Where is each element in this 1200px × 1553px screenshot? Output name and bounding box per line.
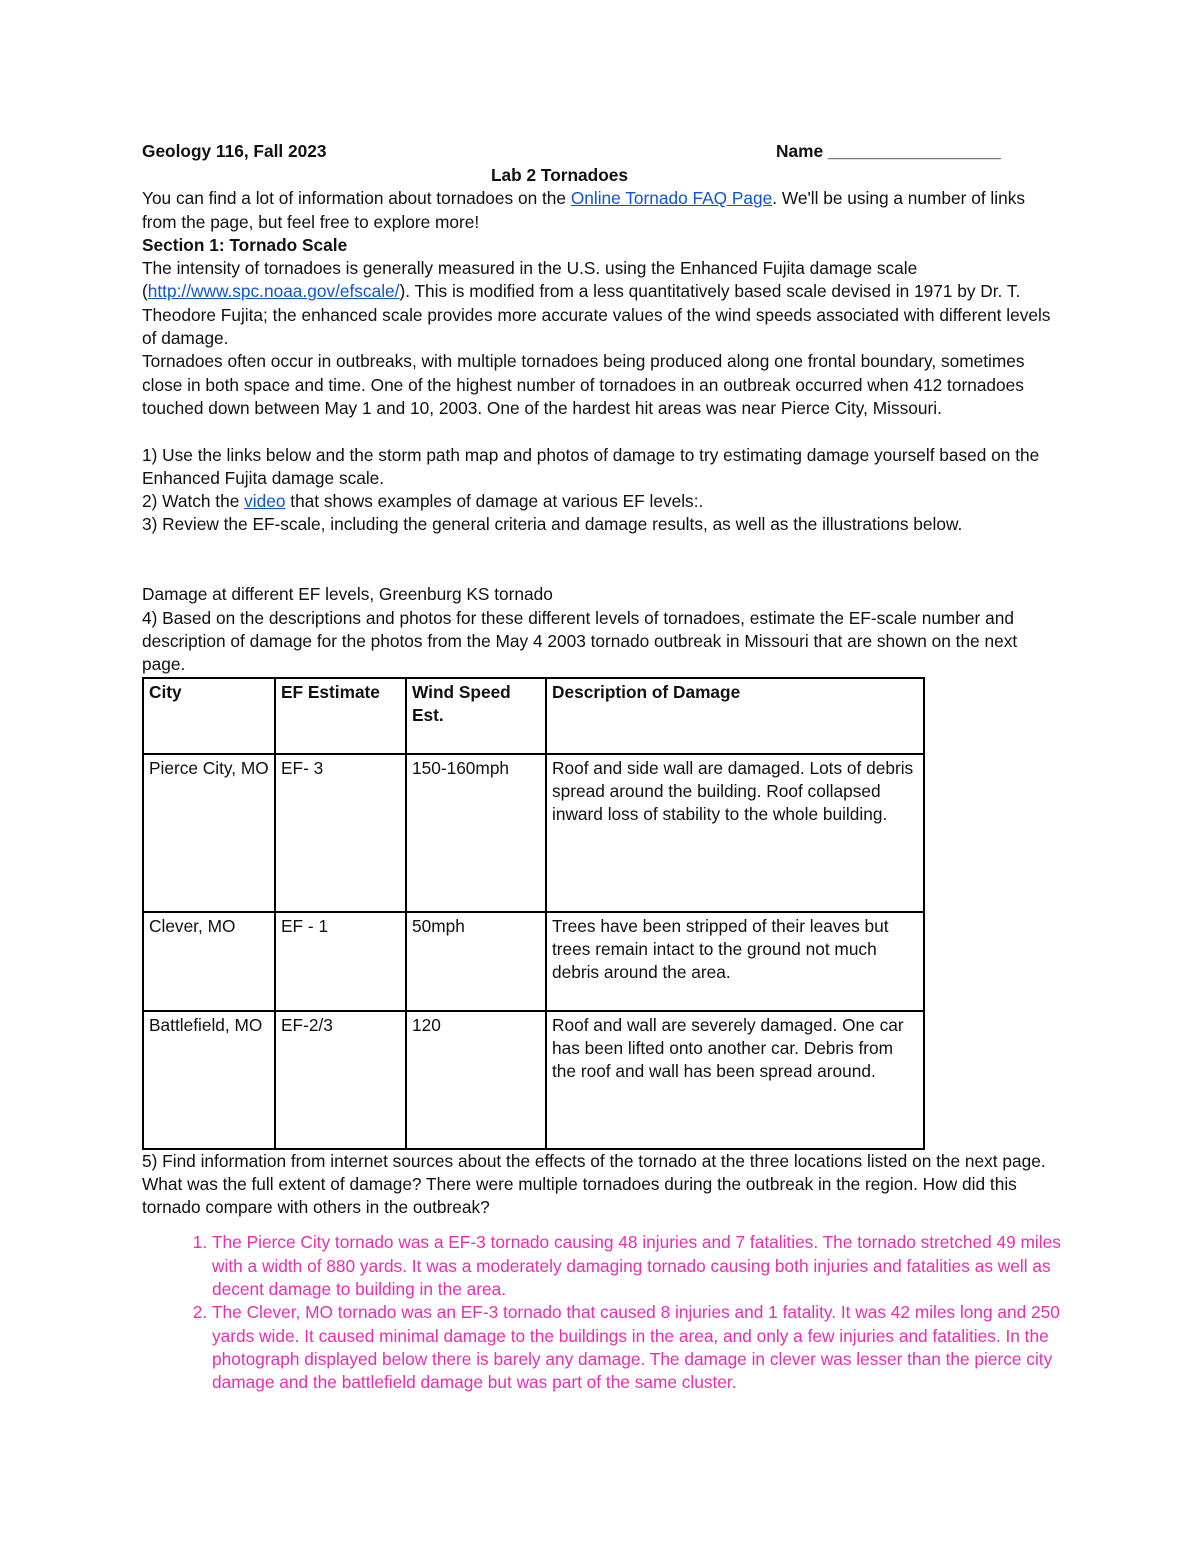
table-cell[interactable]: Trees have been stripped of their leaves but trees remain intact to the ground not much debris around the area. <box>546 912 924 1011</box>
table-cell[interactable]: Pierce City, MO <box>143 754 275 912</box>
ef-scale-text-after: ). This is modified from a less quantitatively based scale devised in 1971 by Dr. T. Theodore Fujita; the enhanced scale provides more accurate values of the wind speeds associated with different levels of damage. <box>142 281 1051 349</box>
table-header-row <box>143 678 924 754</box>
table-cell[interactable]: EF-2/3 <box>275 1011 406 1149</box>
intro-paragraph <box>142 187 1062 234</box>
answer-item[interactable]: 1. The Pierce City tornado was a EF-3 tornado causing 48 injuries and 7 fatalities. The tornado stretched 49 miles with a width of 880 yards. It was a moderately damaging tornado causing both injuries and fatalities as well as decent damage to building in the area. <box>212 1231 1062 1301</box>
course-title: Geology 116, Fall 2023 <box>142 141 327 161</box>
ef-estimate-table <box>142 677 925 1150</box>
table-cell[interactable]: Roof and side wall are damaged. Lots of debris spread around the building. Roof collapsed inward loss of stability to the whole building. <box>546 754 924 912</box>
intro-text-before: You can find a lot of information about tornadoes on the <box>142 188 571 209</box>
answer-item[interactable]: 2. The Clever, MO tornado was an EF-3 tornado that caused 8 injuries and 1 fatality. It was 42 miles long and 250 yards wide. It caused minimal damage to the buildings in the area, and only a few injuries and fatalities. In the photograph displayed below there is barely any damage. The damage in clever was lesser than the pierce city damage and the battlefield damage but was part of the same cluster. <box>212 1301 1062 1394</box>
table-cell[interactable]: EF - 1 <box>275 912 406 1011</box>
question-4: 4) Based on the descriptions and photos for these different levels of tornadoes, estimate the EF-scale number and description of damage for the photos from the May 4 2003 tornado outbreak in Missouri that are shown on the next page. <box>142 607 1018 675</box>
answer-list <box>142 1231 1062 1394</box>
outbreak-paragraph: Tornadoes often occur in outbreaks, with multiple tornadoes being produced along one frontal boundary, sometimes close in both space and time. One of the highest number of tornadoes in an outbreak occurred when 412 tornadoes touched down between May 1 and 10, 2003. One of the hardest hit areas was near Pierce City, Missouri. <box>142 351 1025 418</box>
efscale-link[interactable]: http://www.spc.noaa.gov/efscale/ <box>147 281 400 302</box>
table-cell[interactable]: 150-160mph <box>406 754 546 912</box>
video-link[interactable]: video <box>244 491 286 512</box>
ef-scale-paragraph <box>142 257 1062 350</box>
table-cell[interactable]: Clever, MO <box>143 912 275 1011</box>
table-row <box>143 912 924 1011</box>
table-cell[interactable]: Battlefield, MO <box>143 1011 275 1149</box>
question-5: 5) Find information from internet sources about the effects of the tornado at the three locations listed on the next page. What was the full extent of damage? There were multiple tornadoes during the outbreak in the region. How did this tornado compare with others in the outbreak? <box>142 1150 1046 1218</box>
question-3: 3) Review the EF-scale, including the general criteria and damage results, as well as the illustrations below. <box>142 514 963 535</box>
spacer <box>142 537 1062 584</box>
ef-scale-text-before: The intensity of tornadoes is generally measured in the U.S. using the Enhanced Fujita damage scale ( <box>142 258 918 302</box>
table-row <box>143 754 924 912</box>
table-cell[interactable]: EF- 3 <box>275 754 406 912</box>
name-field-label: Name __________________ <box>776 141 1001 161</box>
section-1-heading: Section 1: Tornado Scale <box>142 234 348 255</box>
table-header-cell: Wind Speed Est. <box>406 678 546 754</box>
spacer <box>142 420 1062 443</box>
question-2-text-before: 2) Watch the <box>142 491 245 512</box>
table-row <box>143 1011 924 1149</box>
table-header-cell: City <box>143 678 275 754</box>
header-row <box>142 140 1062 164</box>
table-cell[interactable]: 50mph <box>406 912 546 1011</box>
table-header-cell: EF Estimate <box>275 678 406 754</box>
lab-title: Lab 2 Tornadoes <box>491 165 628 185</box>
question-2 <box>142 490 1062 513</box>
image-caption: Damage at different EF levels, Greenburg KS tornado <box>142 584 553 605</box>
question-1: 1) Use the links below and the storm path map and photos of damage to try estimating damage yourself based on the Enhanced Fujita damage scale. <box>142 444 1040 488</box>
table-cell[interactable]: 120 <box>406 1011 546 1149</box>
document-body <box>142 140 1062 1395</box>
tornado-faq-link[interactable]: Online Tornado FAQ Page <box>570 188 773 209</box>
question-2-text-after: that shows examples of damage at various EF levels:. <box>285 491 704 512</box>
intro-text-after: . We'll be using a number of links from the page, but feel free to explore more! <box>142 188 1025 232</box>
table-cell[interactable]: Roof and wall are severely damaged. One car has been lifted onto another car. Debris from the roof and wall has been spread around. <box>546 1011 924 1149</box>
table-header-cell: Description of Damage <box>546 678 924 754</box>
